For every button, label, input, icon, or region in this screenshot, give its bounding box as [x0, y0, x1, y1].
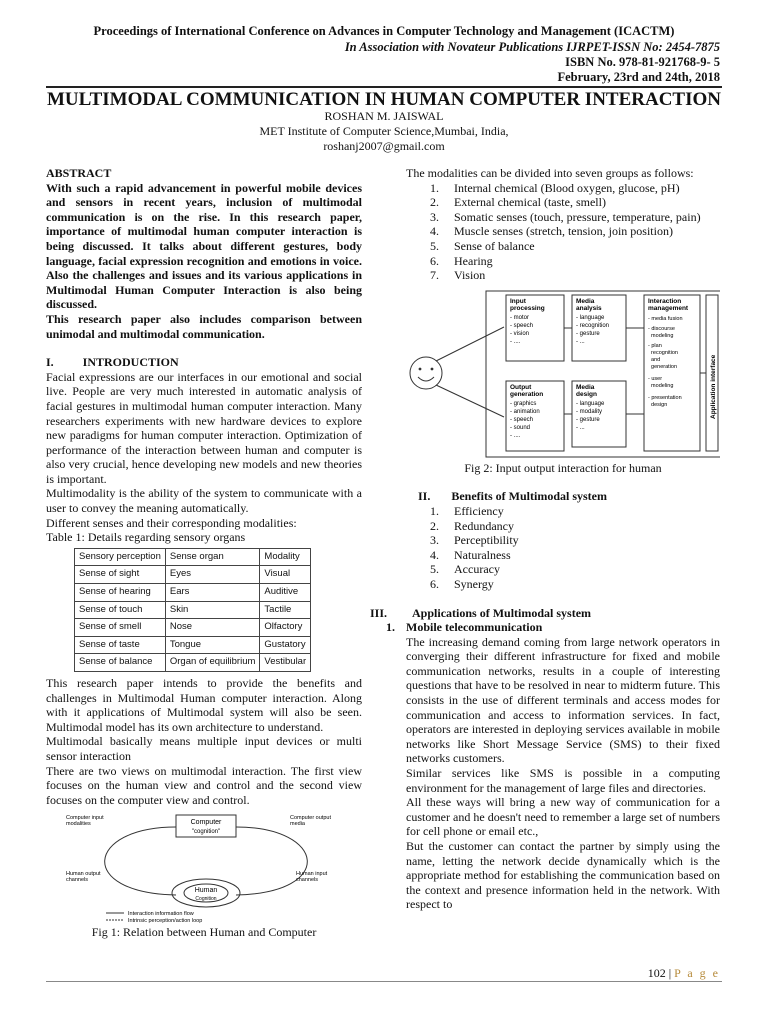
footer-rule [46, 981, 722, 982]
box-item: - user [648, 375, 663, 382]
left-flow-arc [105, 827, 176, 895]
author-affiliation: MET Institute of Computer Science,Mumbai, India, [259, 124, 509, 138]
box-item: - speech [510, 322, 534, 329]
list-item: 4. Naturalness [430, 547, 511, 562]
computer-input-label: Computer input [66, 815, 104, 822]
box-title: Media [576, 297, 595, 305]
table1-caption: Table 1: Details regarding sensory organs [46, 530, 246, 545]
list-item: 5. Accuracy [430, 562, 500, 577]
box-item: - modality [576, 408, 603, 415]
box-item: - media fusion [648, 315, 683, 322]
intro-title: INTRODUCTION [82, 355, 179, 370]
header-rule [46, 86, 722, 88]
table-cell: Organ of equilibrium [165, 654, 260, 672]
isbn-line: ISBN No. 978-81-921768-9- 5 [565, 55, 720, 69]
table-cell: Olfactory [260, 619, 311, 637]
box-title: analysis [576, 304, 602, 312]
table-cell: Gustatory [260, 636, 311, 654]
table-row [75, 619, 311, 637]
eye-icon [419, 367, 422, 370]
intro-p2: Multimodality is the ability of the system to communicate with a user to convey the meaning automatically. [46, 486, 362, 516]
subsection-title: Mobile telecommunication [406, 620, 543, 635]
table-row [75, 654, 311, 672]
table-cell: Nose [165, 619, 260, 637]
list-item: 2. External chemical (taste, smell) [430, 195, 606, 210]
applications-p2: Similar services like SMS is possible in a computing environment for the management of large files and directories. [406, 766, 720, 795]
box-item: design [648, 401, 668, 408]
list-item: 6. Synergy [430, 576, 494, 591]
abstract-p1: With such a rapid advancement in powerful mobile devices and sensors in recent years, inclusion of multimodal communication is on the rise. In this research paper, importance of multimodal human computer interaction is being discussed. It talks about different gestures, body language, facial expression recognition and emotions in voice. Also the challenges and issues and its various applications in Multimodal Human Computer Interaction is also being discussed. [46, 180, 362, 312]
box-item: - presentation [648, 394, 682, 401]
box-title: Media [576, 383, 595, 391]
human-label: Human [194, 887, 218, 895]
table-cell: Auditive [260, 584, 311, 602]
box-item: - recognition [576, 322, 610, 329]
applications-title: Applications of Multimodal system [412, 605, 592, 620]
computer-output-label-2: media [290, 821, 305, 828]
human-input-label-2: channels [296, 877, 319, 884]
list-item: 1. Internal chemical (Blood oxygen, glucose, pH) [430, 180, 680, 195]
benefits-heading [406, 489, 720, 504]
table-cell: Eyes [165, 566, 260, 584]
box-item: - .... [510, 432, 521, 439]
paper-title: MULTIMODAL COMMUNICATION IN HUMAN COMPUTER INTERACTION [47, 89, 721, 110]
table-cell: Sense of hearing [75, 584, 166, 602]
box-item: - ... [576, 338, 585, 345]
figure-1-diagram [46, 813, 362, 923]
box-title: Interaction [648, 297, 682, 305]
benefits-list [406, 504, 720, 592]
application-interface-label: Application interface [710, 354, 717, 419]
table-cell: Visual [260, 566, 311, 584]
abstract-p2: This research paper also includes comparison between unimodal and multimodal communication. [46, 311, 362, 341]
arrow-to-input [436, 327, 504, 361]
table-sensory [74, 548, 311, 672]
applications-heading [370, 606, 720, 621]
author-email: roshanj2007@gmail.com [323, 139, 445, 153]
modalities-intro: The modalities can be divided into seven groups as follows: [406, 166, 694, 180]
table-header: Modality [260, 548, 311, 566]
human-input-label: Human input [296, 871, 328, 878]
list-item: 7. Vision [430, 268, 486, 283]
computer-input-label-2: modalities [66, 821, 91, 828]
box-title: management [648, 304, 689, 312]
box-item: - animation [510, 408, 540, 415]
intro-p6: There are two views on multimodal interaction. The first view focuses on the human view and control and the second view focuses on the computer view and control. [46, 763, 362, 807]
applications-number: III. [370, 605, 388, 620]
abstract-heading: ABSTRACT [46, 166, 112, 180]
table-row [75, 566, 311, 584]
human-output-label: Human output [66, 871, 101, 878]
box-item: modeling [648, 382, 674, 389]
date-line: February, 23rd and 24th, 2018 [557, 70, 720, 84]
list-item: 3. Perceptibility [430, 533, 519, 548]
box-title: Input [510, 297, 526, 305]
table-cell: Ears [165, 584, 260, 602]
list-item: 5. Sense of balance [430, 238, 535, 253]
page-number [648, 966, 720, 981]
box-title: design [576, 390, 597, 398]
intro-p5: Multimodal basically means multiple input devices or multi sensor interaction [46, 734, 362, 763]
conference-header: Proceedings of International Conference on Advances in Computer Technology and Management (ICACTM) [93, 24, 675, 38]
figure-2-diagram [406, 289, 720, 459]
box-title: processing [510, 304, 545, 312]
box-item: - gesture [576, 416, 600, 423]
page-separator: | [668, 966, 672, 980]
table-cell: Sense of balance [75, 654, 166, 672]
computer-label: Computer [190, 819, 222, 827]
right-column [370, 166, 720, 912]
figure-2-caption: Fig 2: Input output interaction for human [464, 460, 662, 475]
box-title: generation [510, 390, 544, 398]
right-flow-arc [236, 827, 307, 895]
box-item: - sound [510, 424, 531, 431]
box-item: generation [648, 363, 678, 370]
table-header: Sensory perception [75, 548, 166, 566]
table-cell: Vestibular [260, 654, 311, 672]
box-item: - speech [510, 416, 534, 423]
benefits-title: Benefits of Multimodal system [451, 489, 607, 504]
page-number-value: 102 [647, 966, 666, 980]
table-row [75, 601, 311, 619]
arrow-from-output [436, 385, 504, 417]
eye-icon [431, 367, 434, 370]
box-item: modeling [648, 332, 674, 339]
list-item: 2. Redundancy [430, 518, 514, 533]
table-row [75, 636, 311, 654]
human-cognition-label: Cognition [195, 896, 217, 903]
applications-p3: All these ways will bring a new way of communication for a customer and he doesn't need to remember a large set of numbers for cell phone or email etc., [406, 795, 720, 839]
box-item: - ... [576, 424, 585, 431]
box-title: Output [510, 383, 532, 391]
box-item: and [648, 356, 661, 363]
computer-output-label: Computer output [290, 815, 331, 822]
box-item: - plan [648, 342, 662, 349]
table-row [75, 584, 311, 602]
human-output-label-2: channels [66, 877, 89, 884]
table-cell: Sense of touch [75, 601, 166, 619]
applications-p4: But the customer can contact the partner by simply using the name, letting the network decide dynamically which is the appropriate method for establishing the communication based on the context and presence information held in the network. With respect to [406, 839, 720, 912]
page-label: P a g e [674, 966, 720, 980]
table-cell: Sense of sight [75, 566, 166, 584]
list-item: 1. Efficiency [430, 503, 504, 518]
table-cell: Skin [165, 601, 260, 619]
box-item: - graphics [510, 400, 537, 407]
box-item: - language [576, 400, 605, 407]
table-cell: Sense of taste [75, 636, 166, 654]
table-cell: Tactile [260, 601, 311, 619]
legend-flow: Interaction information flow [128, 911, 194, 918]
table-cell: Sense of smell [75, 619, 166, 637]
box-item: - .... [510, 338, 521, 345]
subsection-number: 1. [386, 620, 395, 635]
author-name: ROSHAN M. JAISWAL [324, 109, 444, 123]
list-item: 4. Muscle senses (stretch, tension, join position) [430, 224, 673, 239]
intro-p4: This research paper intends to provide the benefits and challenges in Multimodal Human computer interaction. Along with it applications of Multimodal system will also be seen. Multimodal model has its own architecture to understand. [46, 676, 362, 734]
legend-loop: Intrinsic perception/action loop [128, 918, 203, 924]
human-face-icon [410, 357, 442, 389]
box-item: - vision [510, 330, 530, 337]
computer-cognition-label: "cognition" [191, 829, 221, 836]
mouth-icon [418, 377, 434, 381]
table-cell: Tongue [165, 636, 260, 654]
list-item: 6. Hearing [430, 253, 493, 268]
box-item: recognition [648, 349, 678, 356]
subsection-heading [386, 620, 720, 635]
intro-p3: Different senses and their corresponding modalities: [46, 515, 297, 530]
modalities-list [406, 181, 720, 283]
benefits-number: II. [418, 489, 431, 504]
intro-number: I. [46, 355, 54, 370]
left-column [46, 166, 362, 940]
box-item: - gesture [576, 330, 600, 337]
figure-1-caption: Fig 1: Relation between Human and Computer [91, 925, 317, 940]
intro-p1: Facial expressions are our interfaces in our emotional and social live. People are very much interested in automatic analysis of facial gestures in multimodal human computer interaction. Many researchers experiments with new hardware devices to explore new paradigms for human computer interaction. Optimization of performance of the interaction between human and computer is also very crucial, hence developing new models and new theories is important. [46, 369, 362, 486]
table-header: Sense organ [165, 548, 260, 566]
box-item: - motor [510, 314, 530, 321]
box-item: - discourse [648, 325, 675, 332]
publisher-line: In Association with Novateur Publications IJRPET-ISSN No: 2454-7875 [344, 40, 720, 54]
applications-p1: The increasing demand coming from large network operators in converging their different infrastructure for fixed and mobile communication networks, results in a couple of interesting questions that have to be resolved in near to midterm future. This consists in the use of different terminals and access modes for communication and access to information services. In fact, operators are interested in deploying services available in mobile networks like Short Message Service (SMS) to their fixed networks customers. [406, 634, 720, 766]
intro-heading [46, 355, 362, 370]
list-item: 3. Somatic senses (touch, pressure, temperature, pain) [430, 209, 701, 224]
box-item: - language [576, 314, 605, 321]
